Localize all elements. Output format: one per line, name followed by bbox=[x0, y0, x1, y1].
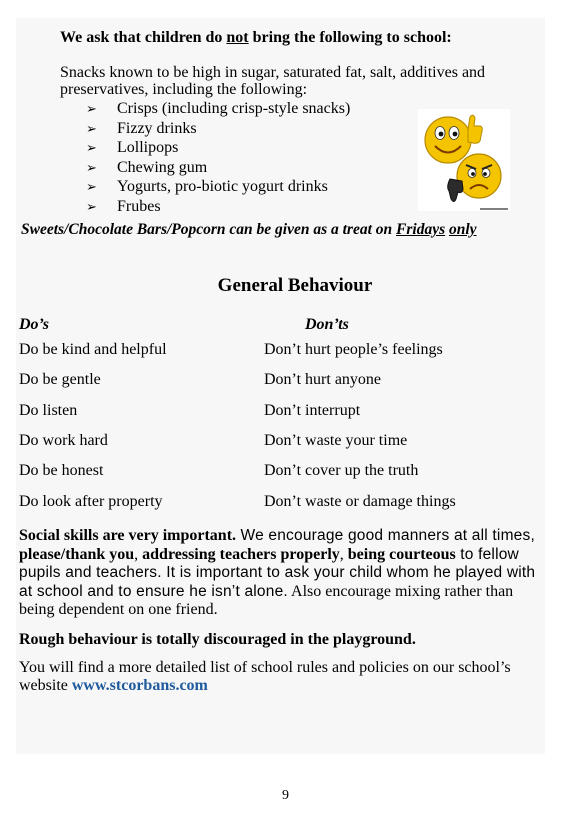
social-text: , bbox=[134, 545, 143, 563]
social-bold: being courteous bbox=[347, 545, 456, 563]
list-item bbox=[86, 138, 350, 158]
do-item: Do be kind and helpful bbox=[19, 341, 167, 358]
dos-heading: Do’s bbox=[19, 316, 49, 333]
list-item bbox=[86, 119, 350, 139]
arrow-bullet-icon: ➢ bbox=[86, 101, 97, 116]
snacks-intro: Snacks known to be high in sugar, saturated fat, salt, additives and preservatives, including the following: bbox=[60, 64, 486, 98]
social-skills-paragraph bbox=[19, 527, 539, 620]
treat-note bbox=[21, 221, 521, 239]
list-item-text: Chewing gum bbox=[117, 158, 208, 176]
smiley-thumbs-illustration bbox=[418, 109, 510, 211]
social-text: , bbox=[339, 545, 348, 563]
list-item bbox=[86, 177, 350, 197]
not-allowed-heading bbox=[60, 29, 452, 47]
social-text: Also encourage mixing rather than being dependent on one friend. bbox=[19, 582, 514, 618]
social-bold: please/thank you bbox=[19, 545, 135, 563]
dont-item: Don’t hurt people’s feelings bbox=[264, 341, 443, 358]
list-item-text: Fizzy drinks bbox=[117, 119, 197, 137]
website-link[interactable]: www.stcorbans.com bbox=[71, 676, 208, 694]
list-item bbox=[86, 99, 350, 119]
arrow-bullet-icon: ➢ bbox=[86, 198, 97, 214]
arrow-bullet-icon: ➢ bbox=[86, 140, 97, 156]
dont-item: Don’t waste or damage things bbox=[264, 493, 456, 510]
page-number: 9 bbox=[282, 788, 289, 803]
heading-text: We ask that children do bbox=[60, 29, 227, 46]
social-text: to fellow pupils and teachers. It is important to ask your child whom he played with at school and to ensure he isn’t alone. bbox=[19, 545, 536, 600]
list-item bbox=[86, 158, 350, 178]
arrow-bullet-icon: ➢ bbox=[86, 179, 97, 195]
treat-only: only bbox=[449, 221, 477, 238]
do-item: Do be gentle bbox=[19, 371, 101, 388]
list-item bbox=[86, 197, 350, 217]
rules-paragraph bbox=[19, 659, 519, 694]
do-item: Do look after property bbox=[19, 493, 163, 510]
dont-item: Don’t waste your time bbox=[264, 432, 408, 449]
rough-behaviour-note: Rough behaviour is totally discouraged in the playground. bbox=[19, 631, 416, 648]
banned-snacks-list bbox=[86, 99, 350, 217]
list-item-text: Frubes bbox=[117, 197, 161, 215]
list-item-text: Lollipops bbox=[117, 139, 179, 157]
social-lead: Social skills are very important. bbox=[19, 527, 237, 544]
do-item: Do be honest bbox=[19, 462, 104, 479]
list-item-text: Yogurts, pro-biotic yogurt drinks bbox=[117, 178, 328, 196]
dont-item: Don’t interrupt bbox=[264, 402, 361, 419]
rules-text: You will find a more detailed list of school rules and policies on our school’s website bbox=[19, 659, 511, 694]
dont-item: Don’t hurt anyone bbox=[264, 371, 382, 388]
section-title: General Behaviour bbox=[217, 275, 373, 296]
donts-heading: Don’ts bbox=[305, 316, 349, 333]
dont-item: Don’t cover up the truth bbox=[264, 462, 419, 479]
social-bold: addressing teachers properly bbox=[142, 545, 340, 563]
treat-text: Sweets/Chocolate Bars/Popcorn can be given as a treat on bbox=[21, 221, 397, 238]
do-item: Do work hard bbox=[19, 432, 108, 449]
do-item: Do listen bbox=[19, 402, 78, 419]
treat-day: Fridays bbox=[396, 221, 446, 238]
heading-emphasis: not bbox=[226, 29, 249, 46]
arrow-bullet-icon: ➢ bbox=[86, 120, 97, 136]
list-item-text: Crisps (including crisp-style snacks) bbox=[117, 100, 351, 117]
social-text: We encourage good manners at all times, bbox=[236, 527, 535, 544]
heading-text-end: bring the following to school: bbox=[248, 29, 452, 46]
arrow-bullet-icon: ➢ bbox=[86, 159, 97, 175]
